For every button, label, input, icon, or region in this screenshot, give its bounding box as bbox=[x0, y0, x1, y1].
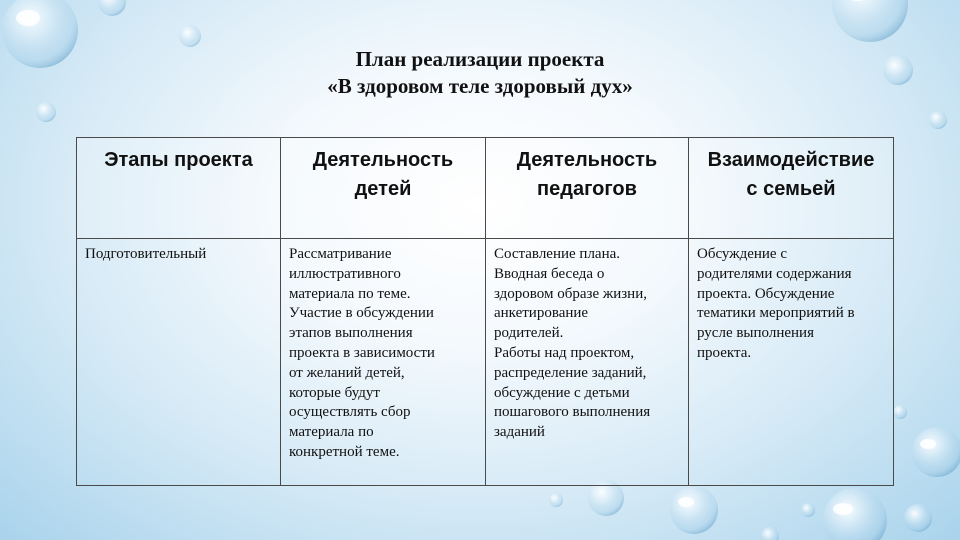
header-teachers-activity bbox=[486, 138, 689, 239]
header-text: педагогов bbox=[537, 178, 637, 200]
cell-line: Вводная беседа о bbox=[494, 265, 605, 282]
table-row bbox=[77, 239, 894, 486]
header-text: с семьей bbox=[746, 178, 836, 200]
cell-stage bbox=[77, 239, 281, 486]
header-text: Этапы проекта bbox=[104, 149, 253, 171]
cell-line: родителями содержания bbox=[697, 265, 852, 282]
cell-line: от желаний детей, bbox=[289, 364, 405, 381]
cell-line: Обсуждение с bbox=[697, 246, 787, 262]
cell-line: родителей. bbox=[494, 325, 564, 342]
title-line-2: «В здоровом теле здоровый дух» bbox=[327, 74, 633, 98]
cell-line: проекта в зависимости bbox=[289, 344, 435, 361]
cell-teachers-activity bbox=[486, 239, 689, 486]
cell-line: анкетирование bbox=[494, 305, 589, 322]
cell-line: которые будут bbox=[289, 384, 380, 401]
bubble bbox=[801, 503, 815, 517]
cell-line: обсуждение с детьми bbox=[494, 384, 630, 401]
cell-line: тематики мероприятий в bbox=[697, 305, 855, 322]
cell-family-interaction bbox=[689, 239, 894, 486]
header-stages bbox=[77, 138, 281, 239]
header-children-activity bbox=[281, 138, 486, 239]
header-text: детей bbox=[354, 178, 412, 200]
project-plan-table bbox=[76, 137, 894, 486]
cell-line: проекта. bbox=[697, 344, 752, 361]
header-family-interaction bbox=[689, 138, 894, 239]
bubble bbox=[823, 488, 887, 540]
cell-line: пошагового выполнения bbox=[494, 404, 651, 421]
cell-line: распределение заданий, bbox=[494, 364, 647, 381]
header-text: Деятельность bbox=[312, 149, 454, 171]
cell-line: заданий bbox=[494, 424, 545, 441]
cell-line: материала по bbox=[289, 424, 374, 441]
table-header-row bbox=[77, 138, 894, 239]
bubble bbox=[929, 111, 947, 129]
bubble bbox=[670, 486, 718, 534]
title-line-1: План реализации проекта bbox=[355, 47, 605, 71]
header-text: Взаимодействие bbox=[707, 149, 875, 171]
cell-line: Подготовительный bbox=[85, 246, 207, 262]
bubble bbox=[761, 527, 779, 540]
cell-line: этапов выполнения bbox=[289, 325, 413, 342]
cell-children-activity bbox=[281, 239, 486, 486]
cell-line: русле выполнения bbox=[697, 325, 814, 342]
cell-line: Работы над проектом, bbox=[494, 344, 635, 361]
cell-line: Составление плана. bbox=[494, 246, 621, 262]
cell-line: конкретной теме. bbox=[289, 443, 400, 460]
bubble bbox=[904, 504, 932, 532]
bubble bbox=[893, 405, 907, 419]
cell-line: Участие в обсуждении bbox=[289, 305, 434, 322]
cell-line: проекта. Обсуждение bbox=[697, 285, 835, 302]
bubble bbox=[832, 0, 908, 42]
cell-line: осуществлять сбор bbox=[289, 404, 411, 421]
bubble bbox=[36, 102, 56, 122]
cell-line: материала по теме. bbox=[289, 285, 411, 302]
cell-line: иллюстративного bbox=[289, 265, 401, 282]
bubble bbox=[549, 493, 563, 507]
slide-title bbox=[0, 46, 960, 100]
bubble bbox=[98, 0, 126, 16]
bubble bbox=[179, 25, 201, 47]
cell-line: здоровом образе жизни, bbox=[494, 285, 647, 302]
bubble bbox=[912, 427, 960, 477]
cell-line: Рассматривание bbox=[289, 246, 392, 262]
header-text: Деятельность bbox=[516, 149, 658, 171]
